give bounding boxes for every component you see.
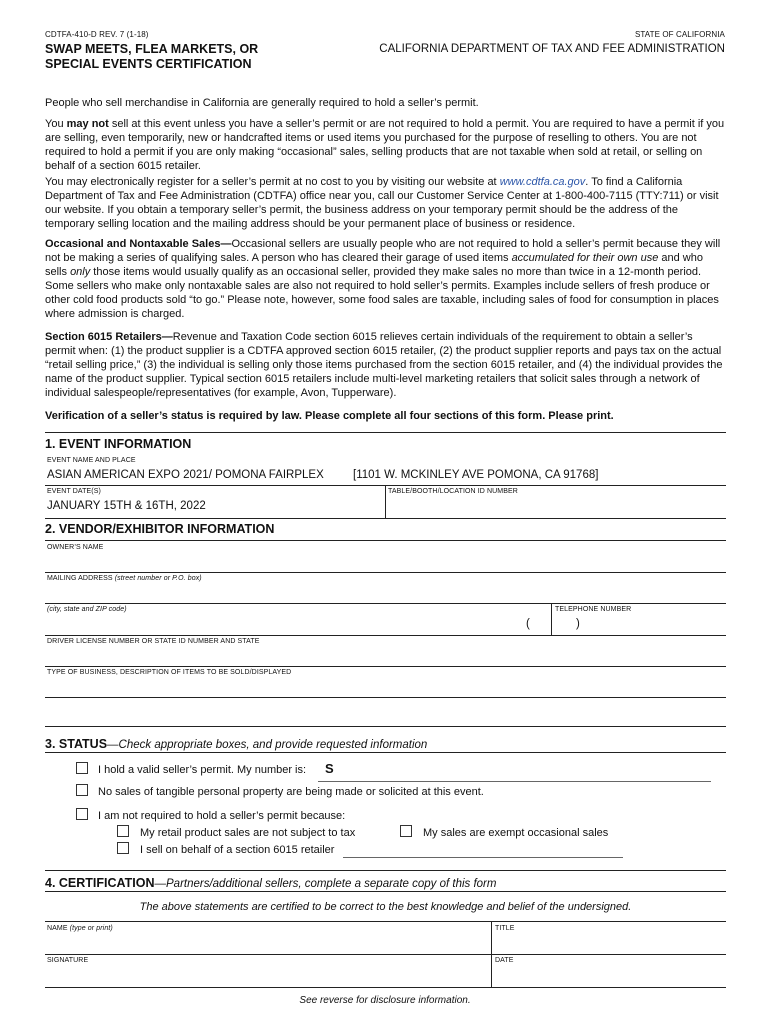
business-rule-2 (45, 726, 726, 727)
event-dates-field[interactable]: JANUARY 15TH & 16TH, 2022 (47, 500, 206, 512)
permit-number-line[interactable] (318, 781, 711, 782)
business-type-field[interactable] (47, 680, 723, 720)
p3-text-b: . To find a California Department of Tax and Fee Administration (CDTFA) office near you, call our Customer Service Center at 1-800-400-7115 (TTY:711) or visit our website. If you obtain a temporary seller’s permit, the business address on your temporary permit should be the address of the temporary selling location and the mailing address should be your permanent place of business or residence. (45, 176, 719, 230)
date-label: DATE (495, 957, 514, 964)
phone-paren-close: ) (576, 618, 580, 630)
section3-subtitle: —Check appropriate boxes, and provide requested information (107, 739, 428, 751)
retailer-6015-label: I sell on behalf of a section 6015 retailer (140, 844, 335, 856)
intro-paragraph-3 (45, 176, 725, 232)
event-address-field[interactable]: [1101 W. MCKINLEY AVE POMONA, CA 91768] (353, 469, 599, 481)
cert-divider-2 (491, 954, 492, 987)
section1-bottom-rule (45, 518, 726, 519)
owner-rule (45, 572, 726, 573)
city-rule (45, 635, 726, 636)
intro-paragraph-6: Verification of a seller’s status is required by law. Please complete all four sections of this form. Please print. (45, 410, 614, 422)
driver-license-field[interactable] (47, 650, 723, 665)
not-taxable-label: My retail product sales are not subject to tax (140, 827, 356, 839)
section3-title: 3. STATUS (45, 737, 108, 751)
footer-note: See reverse for disclosure information. (299, 995, 471, 1006)
mailing-label-text: MAILING ADDRESS (47, 575, 113, 582)
mailing-rule (45, 603, 726, 604)
dl-rule (45, 666, 726, 667)
certification-statement: The above statements are certified to be correct to the best knowledge and belief of the undersigned. (139, 901, 632, 913)
section1-title: 1. EVENT INFORMATION (45, 437, 192, 451)
city-state-zip-field[interactable] (47, 618, 547, 633)
permit-prefix: S (325, 761, 334, 776)
retailer-6015-checkbox[interactable] (117, 842, 129, 854)
driver-license-label: DRIVER LICENSE NUMBER OR STATE ID NUMBER AND STATE (47, 638, 260, 645)
section4-sub-rule (45, 891, 726, 892)
mailing-label-italic: (street number or P.O. box) (114, 575, 202, 582)
p4-text-b: and who sells (45, 251, 703, 278)
retailer-name-line[interactable] (343, 857, 623, 858)
no-sales-label: No sales of tangible personal property are being made or solicited at this event. (98, 786, 484, 798)
agency-name: CALIFORNIA DEPARTMENT OF TAX AND FEE ADMINISTRATION (379, 43, 725, 55)
not-taxable-checkbox[interactable] (117, 825, 129, 837)
cert-rule-3 (45, 987, 726, 988)
p4-italic-2: only (70, 265, 91, 278)
event-name-field[interactable]: ASIAN AMERICAN EXPO 2021/ POMONA FAIRPLEX (47, 469, 324, 481)
valid-permit-label: I hold a valid seller’s permit. My number is: (98, 764, 307, 776)
website-link[interactable]: www.cdtfa.ca.gov (499, 176, 586, 188)
section4-heading (45, 874, 496, 892)
cert-rule-2 (45, 954, 726, 955)
p4-italic: accumulated for their own use (511, 251, 659, 264)
name-label-italic: (type or print) (69, 925, 113, 932)
event-name-label: EVENT NAME AND PLACE (47, 457, 136, 464)
signature-label: SIGNATURE (47, 957, 89, 964)
title-field[interactable] (495, 937, 723, 953)
name-label-text: NAME (47, 925, 68, 932)
form-title-line1: SWAP MEETS, FLEA MARKETS, OR (45, 42, 259, 56)
p3-text-a: You may electronically register for a seller’s permit at no cost to you by visiting our website at (45, 176, 500, 188)
p2-bold: may not (66, 118, 109, 130)
signature-field[interactable] (47, 969, 487, 985)
owner-name-label: OWNER’S NAME (47, 544, 104, 551)
section1-divider (385, 485, 386, 518)
p2-text-a: You (45, 118, 67, 130)
section4-subtitle: —Partners/additional sellers, complete a separate copy of this form (154, 878, 497, 890)
mailing-address-field[interactable] (47, 587, 723, 602)
occasional-sales-label: My sales are exempt occasional sales (423, 827, 609, 839)
city-state-zip-label: (city, state and ZIP code) (47, 606, 127, 613)
p4-text-c: those items would usually qualify as an occasional seller, provided they make sales no more than twice in a 12-month period. Some sellers who make only nontaxable sales are also not required to hold seller’s permits. Examples include sellers of fresh produce or other cold food products sold “to go.” Please note, however, some food sales are taxable, including sales of food for consumption in places where admission is charged. (45, 265, 719, 320)
section3-heading (45, 735, 427, 753)
telephone-label: TELEPHONE NUMBER (555, 606, 632, 613)
cert-rule-1 (45, 921, 726, 922)
name-field[interactable] (47, 937, 487, 953)
section4-top-rule (45, 870, 726, 871)
not-required-checkbox[interactable] (76, 808, 88, 820)
cert-divider-1 (491, 921, 492, 954)
not-required-label: I am not required to hold a seller’s permit because: (98, 810, 346, 822)
telephone-field[interactable] (526, 618, 722, 630)
section3-top-rule (45, 752, 726, 753)
intro-paragraph-4 (45, 238, 725, 321)
p5-text-a: Revenue and Taxation Code section 6015 relieves certain individuals of the requirement to obtain a seller’s permit when: (1) the product supplier is a CDTFA approved section 6015 retailer, (2) the product supplier reports and pays tax on the actual “retail selling price,” (3) the individual is selling only those items purchased from the section 6015 retailer, and (4) the individual provides the name of the product supplier. Typical section 6015 retailers include multi-level marketing retailers that solicit sales through a network of individual salespeople/representatives (for example, Avon, Tupperware). (45, 331, 723, 399)
table-booth-label: TABLE/BOOTH/LOCATION ID NUMBER (388, 488, 518, 495)
section2-top-rule (45, 540, 726, 541)
business-type-label: TYPE OF BUSINESS, DESCRIPTION OF ITEMS TO BE SOLD/DISPLAYED (47, 669, 292, 676)
form-title-line2: SPECIAL EVENTS CERTIFICATION (45, 57, 252, 71)
form-title (45, 42, 258, 72)
p4-bold: Occasional and Nontaxable Sales— (45, 238, 232, 250)
title-label: TITLE (495, 925, 515, 932)
business-rule-1 (45, 697, 726, 698)
mailing-address-label (47, 575, 202, 582)
table-booth-field[interactable] (388, 500, 723, 516)
occasional-sales-checkbox[interactable] (400, 825, 412, 837)
section4-title: 4. CERTIFICATION (45, 876, 155, 890)
p2-text-b: sell at this event unless you have a seller’s permit or are not required to hold a permit. You are required to have a permit if you are selling, even temporarily, new or handcrafted items or used items you purchased for the purpose of reselling to others. You are not required to hold a permit if you are only making “occasional” sales, selling products that are not taxable when sold at retail, or selling on behalf of a section 6015 retailer. (45, 118, 725, 172)
owner-name-field[interactable] (47, 555, 723, 571)
intro-paragraph-2 (45, 118, 725, 174)
phone-paren-open: ( (526, 618, 530, 630)
p5-bold: Section 6015 Retailers— (45, 331, 173, 343)
no-sales-checkbox[interactable] (76, 784, 88, 796)
p4-text-a: Occasional sellers are usually people who are not required to hold a seller’s permit because they will not be making a series of qualifying sales. A person who has cleared their garage of used items (45, 238, 721, 264)
valid-permit-checkbox[interactable] (76, 762, 88, 774)
intro-paragraph-5 (45, 331, 725, 401)
section2-title: 2. VENDOR/EXHIBITOR INFORMATION (45, 522, 275, 536)
section1-top-rule (45, 432, 726, 433)
name-label (47, 925, 113, 932)
state-label: STATE OF CALIFORNIA (634, 30, 725, 39)
intro-paragraph-1: People who sell merchandise in California are generally required to hold a seller’s permit. (45, 97, 479, 109)
event-dates-label: EVENT DATE(S) (47, 488, 101, 495)
form-id: CDTFA-410-D REV. 7 (1-18) (45, 30, 149, 39)
date-field[interactable] (495, 969, 723, 985)
